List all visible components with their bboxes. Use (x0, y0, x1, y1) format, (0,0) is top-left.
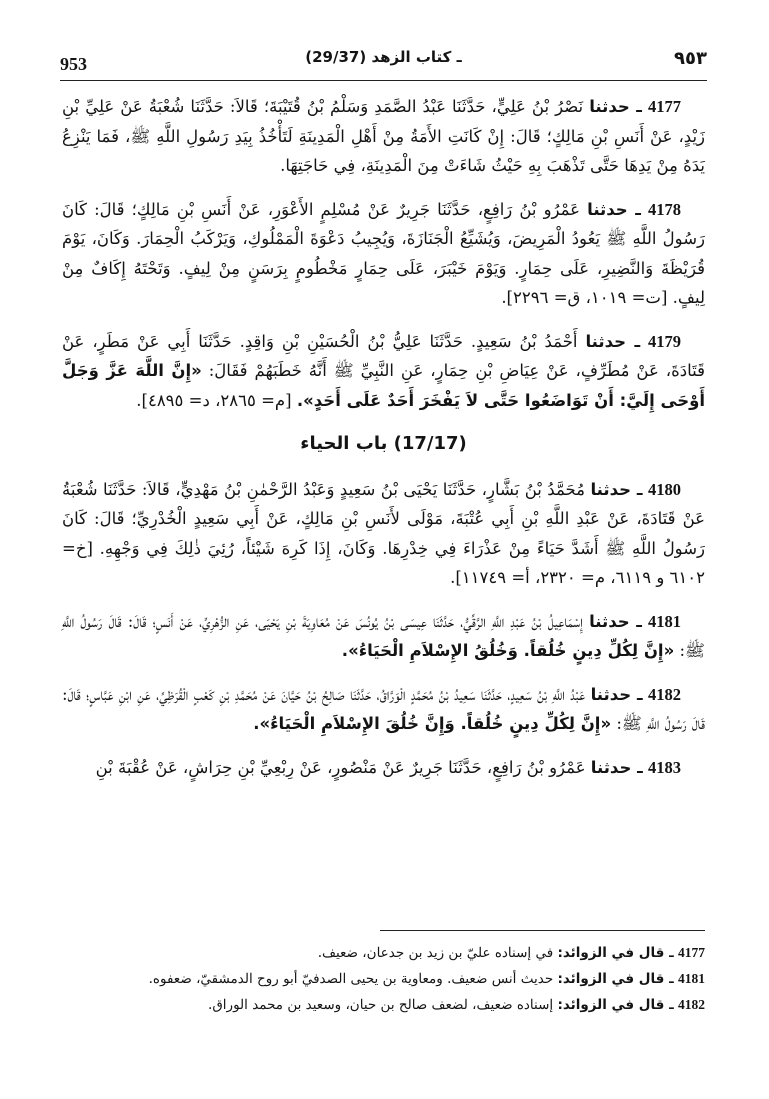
hadith-text: أَحْمَدُ بْنُ سَعِيدٍ. حَدَّثَنَا عَلِيُّ بْنُ الْحُسَيْنِ بْنِ وَاقِدٍ. حَدَّثَنَا أَبِي عَنْ مَطَرٍ، عَنْ قَتَادَةَ، عَنْ مُطَرِّفٍ، عَنْ عِيَاضِ بْنِ حِمَارٍ، عَنِ النَّبِيِّ ﷺ أَنَّهُ خَطَبَهُمْ فَقَالَ: (62, 331, 705, 380)
hadith-text: نَصْرُ بْنُ عَلِيٍّ، حَدَّثَنَا عَبْدُ الصَّمَدِ وَسَلْمُ بْنُ قُتَيْبَةَ؛ قَالاَ: حَدَّثَنَا شُعْبَةُ عَنْ عَلِيِّ بْنِ زَيْدٍ، عَنْ أَنَسِ بْنِ مَالِكٍ؛ قَالَ: إِنْ كَانَتِ الأَمَةُ مِنْ أَهْلِ الْمَدِينَةِ لَتَأْخُذُ بِيَدِ رَسُولِ اللَّهِ ﷺ، فَمَا يَنْزِعُ يَدَهُ مِنْ يَدِهَا حَتَّى تَذْهَبَ بِهِ حَيْثُ شَاءَتْ مِنَ الْمَدِينَةِ، فِي حَاجَتِهَا. (62, 97, 705, 175)
hadith-4178: 4178 ـ حدثنا عَمْرُو بْنُ رَافِعٍ، حَدَّثَنَا جَرِيرٌ عَنْ مُسْلِمٍ الأَعْوَرِ، عَنْ أَنَسِ بْنِ مَالِكٍ؛ قَالَ: كَانَ رَسُولُ اللَّهِ ﷺ يَعُودُ الْمَرِيضَ، وَيُشَيِّعُ الْجَنَازَةَ، وَيُجِيبُ دَعْوَةَ الْمَمْلُوكِ، وَيَرْكَبُ الْحِمَارَ. وَكَانَ، يَوْمَ قُرَيْظَةَ وَالنَّضِيرِ، عَلَى حِمَارٍ. وَيَوْمَ خَيْبَرَ، عَلَى حِمَارٍ مَخْطُومٍ بِرَسَنٍ مِنْ لِيفٍ. وَتَحْتَهُ إِكَافٌ مِنْ لِيفٍ. [ت= ١٠١٩، ق= ٢٢٩٦]. (62, 199, 705, 307)
hadith-number: 4183 (648, 757, 681, 777)
hadith-number: 4177 (647, 97, 681, 116)
hadith-4182: 4182 ـ حدثنا عَبْدُ اللَّهِ بْنُ سَعِيدٍ، حَدَّثَنَا سَعِيدُ بْنُ مُحَمَّدٍ الْوَرَّاقُ، حَدَّثَنَا صَالِحُ بْنُ حَيَّانَ عَنْ مُحَمَّدِ بْنِ كَعْبٍ الْقُرَظِيِّ، عَنِ ابْنِ عَبَّاسٍ؛ قَالَ: قَالَ رَسُولُ اللَّهِ ﷺ: «إِنَّ لِكُلِّ دِينٍ خُلُقاً. وَإِنَّ خُلُقَ الإِسْلاَمِ الْحَيَاءُ». (62, 684, 705, 733)
hadith-4181: 4181 ـ حدثنا إِسْمَاعِيلُ بْنُ عَبْدِ اللَّهِ الرَّقِّيُّ، حَدَّثَنَا عِيسَى بْنُ يُونُسَ عَنْ مُعَاوِيَةَ بْنِ يَحْيَى، عَنِ الزُّهْرِيِّ، عَنْ أَنَسٍ؛ قَالَ: قَالَ رَسُولُ اللَّهِ ﷺ: «إِنَّ لِكُلِّ دِينٍ خُلُقاً. وَخُلُقُ الإِسْلاَمِ الْحَيَاءُ». (62, 611, 705, 660)
hadith-reference: [خ= ٦١٠٢ و ٦١١٩، م= ٢٣٢٠، أ= ١١٧٤٩]. (62, 538, 705, 587)
hadith-label: حدثنا (590, 757, 632, 777)
hadith-label: حدثنا (589, 611, 630, 631)
hadith-quote: «إِنَّ لِكُلِّ دِينٍ خُلُقاً. وَخُلُقُ الإِسْلاَمِ الْحَيَاءُ». (341, 641, 675, 660)
hadith-label: حدثنا (587, 199, 628, 219)
hadith-text: عَبْدُ اللَّهِ بْنُ سَعِيدٍ، حَدَّثَنَا سَعِيدُ بْنُ مُحَمَّدٍ الْوَرَّاقُ، حَدَّثَنَا صَالِحُ بْنُ حَيَّانَ عَنْ مُحَمَّدِ بْنِ كَعْبٍ الْقُرَظِيِّ، عَنِ ابْنِ عَبَّاسٍ؛ قَالَ: قَالَ رَسُولُ اللَّهِ ﷺ: (62, 684, 705, 733)
footnote-number: 4182 (678, 997, 705, 1012)
hadith-number: 4180 (648, 479, 682, 499)
hadith-quote: «إِنَّ لِكُلِّ دِينٍ خُلُقاً. وَإِنَّ خُلُقَ الإِسْلاَمِ الْحَيَاءُ». (253, 714, 612, 733)
hadith-reference: [م= ٢٨٦٥، د= ٤٨٩٥]. (136, 390, 292, 410)
footnote-text: حديث أنس ضعيف. ومعاوية بن يحيى الصدفيّ أبو روح الدمشقيّ، ضعفوه. (148, 971, 554, 987)
footnote-4182: 4182 ـ قال في الزوائد: إسناده ضعيف، لضعف صالح بن حيان، وسعيد بن محمد الوراق. (208, 997, 705, 1013)
footnote-label: قال في الزوائد: (557, 971, 665, 987)
running-title: (29/37) ـ كتاب الزهد (305, 48, 462, 66)
hadith-label: حدثنا (590, 479, 631, 499)
chapter-title: (17/17) باب الحياء (300, 433, 467, 454)
footnote-number: 4177 (678, 945, 705, 960)
hadith-number: 4181 (648, 611, 682, 631)
hadith-4183: 4183 ـ حدثنا عَمْرُو بْنُ رَافِعٍ، حَدَّثَنَا جَرِيرٌ عَنْ مَنْصُورٍ، عَنْ رِبْعِيِّ بْنِ حِرَاشٍ، عَنْ عُقْبَةَ بْنِ (95, 757, 681, 777)
hadith-4180: 4180 ـ حدثنا مُحَمَّدُ بْنُ بَشَّارٍ، حَدَّثَنَا يَحْيَى بْنُ سَعِيدٍ وَعَبْدُ الرَّحْمٰنِ بْنُ مَهْدِيٍّ، قَالاَ: حَدَّثَنَا شُعْبَةُ عَنْ قَتَادَةَ، عَنْ عَبْدِ اللَّهِ بْنِ أَبِي عُتْبَةَ، مَوْلَى لأَنَسِ بْنِ مَالِكٍ، عَنْ أَبِي سَعِيدٍ الْخُدْرِيِّ؛ قَالَ: كَانَ رَسُولُ اللَّهِ ﷺ أَشَدَّ حَيَاءً مِنْ عَذْرَاءَ فِي خِدْرِهَا. وَكَانَ، إِذَا كَرِهَ شَيْئاً، رُئِيَ ذٰلِكَ فِي وَجْهِهِ. [خ= ٦١٠٢ و ٦١١٩، م= ٢٣٢٠، أ= ١١٧٤٩]. (62, 479, 705, 587)
main-text (62, 92, 705, 796)
hadith-quote: «إِنَّ اللَّهَ عَزَّ وَجَلَّ أَوْحَى إِلَيَّ: أَنْ تَوَاضَعُوا حَتَّى لاَ يَفْخَرَ أَحَدٌ عَلَى أَحَدٍ». (62, 361, 705, 410)
hadith-label: حدثنا (589, 97, 630, 116)
page-number-latin: 953 (60, 54, 87, 74)
hadith-text: إِسْمَاعِيلُ بْنُ عَبْدِ اللَّهِ الرَّقِّيُّ، حَدَّثَنَا عِيسَى بْنُ يُونُسَ عَنْ مُعَاوِيَةَ بْنِ يَحْيَى، عَنِ الزُّهْرِيِّ، عَنْ أَنَسٍ؛ قَالَ: قَالَ رَسُولُ اللَّهِ ﷺ: (62, 611, 705, 660)
footnotes (62, 940, 705, 1018)
footnote-4177: 4177 ـ قال في الزوائد: في إسناده عليّ بن زيد بن جدعان، ضعيف. (317, 945, 705, 961)
header-rule (60, 80, 707, 81)
page-number-arabic: ٩٥٣ (674, 48, 707, 69)
footnote-text: في إسناده عليّ بن زيد بن جدعان، ضعيف. (317, 945, 554, 961)
footnote-label: قال في الزوائد: (557, 997, 665, 1013)
hadith-number: 4178 (648, 199, 682, 219)
page-header (60, 44, 707, 76)
hadith-number: 4179 (648, 331, 682, 351)
footnote-4181: 4181 ـ قال في الزوائد: حديث أنس ضعيف. ومعاوية بن يحيى الصدفيّ أبو روح الدمشقيّ، ضعفوه. (148, 971, 705, 987)
hadith-label: حدثنا (590, 684, 632, 704)
hadith-text: مُحَمَّدُ بْنُ بَشَّارٍ، حَدَّثَنَا يَحْيَى بْنُ سَعِيدٍ وَعَبْدُ الرَّحْمٰنِ بْنُ مَهْدِيٍّ، قَالاَ: حَدَّثَنَا شُعْبَةُ عَنْ قَتَادَةَ، عَنْ عَبْدِ اللَّهِ بْنِ أَبِي عُتْبَةَ، مَوْلَى لأَنَسِ بْنِ مَالِكٍ، عَنْ أَبِي سَعِيدٍ الْخُدْرِيِّ؛ قَالَ: كَانَ رَسُولُ اللَّهِ ﷺ أَشَدَّ حَيَاءً مِنْ عَذْرَاءَ فِي خِدْرِهَا. وَكَانَ، إِذَا كَرِهَ شَيْئاً، رُئِيَ ذٰلِكَ فِي وَجْهِهِ. (62, 479, 705, 558)
footnote-number: 4181 (678, 971, 705, 986)
hadith-text: عَمْرُو بْنُ رَافِعٍ، حَدَّثَنَا جَرِيرٌ عَنْ مَنْصُورٍ، عَنْ رِبْعِيِّ بْنِ حِرَاشٍ، عَنْ عُقْبَةَ بْنِ (95, 757, 586, 777)
footnote-label: قال في الزوائد: (557, 945, 665, 961)
hadith-reference: [ت= ١٠١٩، ق= ٢٢٩٦]. (501, 288, 668, 307)
footnote-text: إسناده ضعيف، لضعف صالح بن حيان، وسعيد بن محمد الوراق. (208, 997, 554, 1013)
hadith-4179: 4179 ـ حدثنا أَحْمَدُ بْنُ سَعِيدٍ. حَدَّثَنَا عَلِيُّ بْنُ الْحُسَيْنِ بْنِ وَاقِدٍ. حَدَّثَنَا أَبِي عَنْ مَطَرٍ، عَنْ قَتَادَةَ، عَنْ مُطَرِّفٍ، عَنْ عِيَاضِ بْنِ حِمَارٍ، عَنِ النَّبِيِّ ﷺ أَنَّهُ خَطَبَهُمْ فَقَالَ: «إِنَّ اللَّهَ عَزَّ وَجَلَّ أَوْحَى إِلَيَّ: أَنْ تَوَاضَعُوا حَتَّى لاَ يَفْخَرَ أَحَدٌ عَلَى أَحَدٍ». [م= ٢٨٦٥، د= ٤٨٩٥]. (62, 331, 705, 410)
hadith-text: عَمْرُو بْنُ رَافِعٍ، حَدَّثَنَا جَرِيرٌ عَنْ مُسْلِمٍ الأَعْوَرِ، عَنْ أَنَسِ بْنِ مَالِكٍ؛ قَالَ: كَانَ رَسُولُ اللَّهِ ﷺ يَعُودُ الْمَرِيضَ، وَيُشَيِّعُ الْجَنَازَةَ، وَيُجِيبُ دَعْوَةَ الْمَمْلُوكِ، وَيَرْكَبُ الْحِمَارَ. وَكَانَ، يَوْمَ قُرَيْظَةَ وَالنَّضِيرِ، عَلَى حِمَارٍ. وَيَوْمَ خَيْبَرَ، عَلَى حِمَارٍ مَخْطُومٍ بِرَسَنٍ مِنْ لِيفٍ. وَتَحْتَهُ إِكَافٌ مِنْ لِيفٍ. (62, 199, 705, 307)
hadith-label: حدثنا (585, 331, 627, 351)
hadith-4177: 4177 ـ حدثنا نَصْرُ بْنُ عَلِيٍّ، حَدَّثَنَا عَبْدُ الصَّمَدِ وَسَلْمُ بْنُ قُتَيْبَةَ؛ قَالاَ: حَدَّثَنَا شُعْبَةُ عَنْ عَلِيِّ بْنِ زَيْدٍ، عَنْ أَنَسِ بْنِ مَالِكٍ؛ قَالَ: إِنْ كَانَتِ الأَمَةُ مِنْ أَهْلِ الْمَدِينَةِ لَتَأْخُذُ بِيَدِ رَسُولِ اللَّهِ ﷺ، فَمَا يَنْزِعُ يَدَهُ مِنْ يَدِهَا حَتَّى تَذْهَبَ بِهِ حَيْثُ شَاءَتْ مِنَ الْمَدِينَةِ، فِي حَاجَتِهَا. (62, 97, 705, 175)
footnote-rule (380, 930, 705, 931)
hadith-number: 4182 (648, 684, 682, 704)
